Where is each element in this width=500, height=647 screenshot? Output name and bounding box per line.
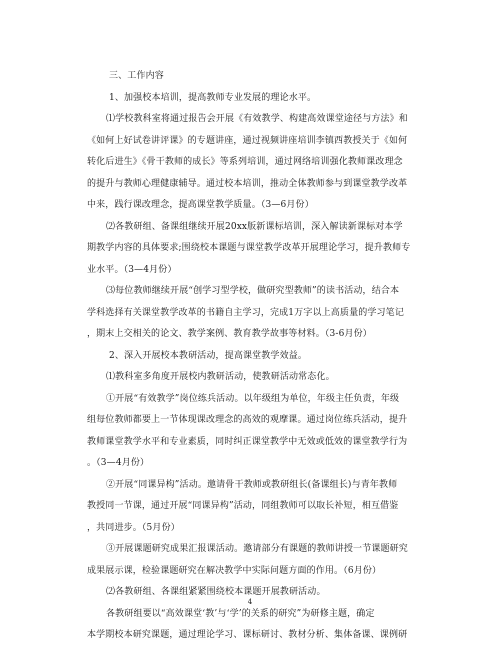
paragraph-line: ③开展课题研究成果汇报课活动。邀请部分有课题的教师讲授一节课题研究 xyxy=(106,544,408,554)
paragraph-line: 。（3—4月份） xyxy=(87,458,150,468)
paragraph-line: ⑴学校教科室将通过报告会开展《有效教学、构建高效课堂途径与方法》和 xyxy=(106,114,408,124)
paragraph-line: 期教学内容的具体要求;围绕校本课题与课堂教学改革开展理论学习，提升教师专 xyxy=(87,243,411,253)
paragraph-line: 《如何上好试卷讲评课》的专题讲座，通过视频讲座培训李镇西教授关于《如何 xyxy=(87,135,408,146)
subsection-heading: 1、加强校本培训，提高教师专业发展的理论水平。 xyxy=(109,92,317,103)
paragraph-line: ②开展“同课异构”活动。邀请骨干教师或教研组长(备课组长)与青年教师 xyxy=(106,479,398,490)
paragraph-line: 的提升与教师心理健康辅导。通过校本培训，推动全体教师参与到课堂教学改革 xyxy=(87,178,408,189)
section-heading: 三、工作内容 xyxy=(109,71,164,81)
paragraph-line: ⑵各教研组、备课组继续开展20xx版新课标培训，深入解读新课标对本学 xyxy=(106,221,403,232)
paragraph-line: 业水平。（3—4月份） xyxy=(87,264,177,275)
subsection-heading: 2、深入开展校本教研活动，提高课堂教学效益。 xyxy=(109,350,308,361)
paragraph-line: 成果展示课，检验课题研究在解决教学中实际问题方面的作用。（6月份） xyxy=(87,565,382,576)
paragraph-line: 本学期校本研究课题，通过理论学习、课标研讨、教材分析、集体备课、课例研 xyxy=(87,630,408,640)
paragraph-line: 中来，践行课改理念，提高课堂教学质量。（3—6月份） xyxy=(87,200,314,210)
paragraph-line: 转化后进生》《骨干教师的成长》等系列培训，通过网络培训强化教师课改理念 xyxy=(87,157,403,167)
paragraph-line: ⑶每位教师继续开展“创学习型学校，做研究型教师”的读书活动，结合本 xyxy=(106,286,400,296)
paragraph-line: ①开展“有效教学”岗位练兵活动。以年级组为单位，年级主任负责，年级 xyxy=(106,393,400,404)
paragraph-line: 学科选择有关课堂教学改革的书籍自主学习，完成1万字以上高质量的学习笔记 xyxy=(87,307,404,318)
page-number: 4 xyxy=(247,598,253,606)
paragraph-line: 组每位教师都要上一节体现课改理念的高效的观摩课。通过岗位练兵活动，提升 xyxy=(87,415,408,425)
paragraph-line: 教师课堂教学水平和专业素质，同时纠正课堂教学中无效或低效的课堂教学行为 xyxy=(87,436,408,447)
paragraph-line: 教授同一节课，通过开展“同课异构”活动，同组教师可以取长补短，相互借鉴 xyxy=(87,501,399,511)
document-body xyxy=(87,66,417,647)
paragraph-line: ，共同进步。（5月份） xyxy=(87,522,180,533)
paragraph-line: ⑴教科室多角度开展校内教研活动，使教研活动常态化。 xyxy=(106,372,335,382)
paragraph-line: 各教研组要以“高效课堂‘教’与‘学’的关系的研究”为研修主题，确定 xyxy=(106,608,375,619)
paragraph-line: ，期末上交相关的论文、教学案例、教育教学故事等材料。（3-6月份） xyxy=(87,329,372,339)
paragraph-line: ⑵各教研组、各课组紧紧围绕校本课题开展教研活动。 xyxy=(106,587,326,597)
